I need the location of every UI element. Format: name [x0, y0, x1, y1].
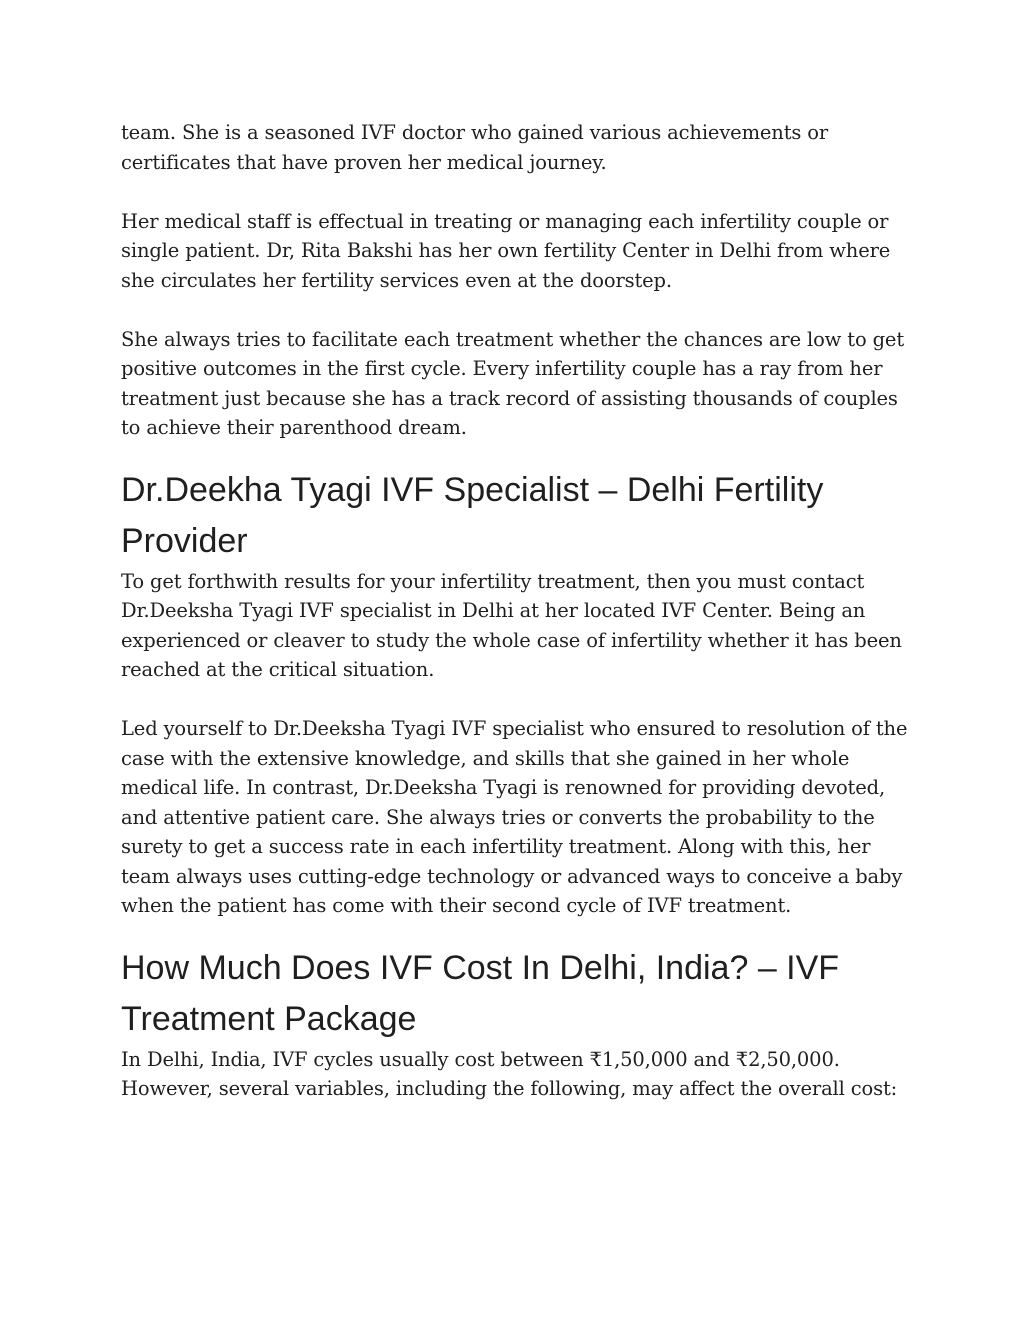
heading-ivf-cost: How Much Does IVF Cost In Delhi, India? – IVF Treatment Package: [121, 948, 840, 1038]
paragraph-medical-staff: Her medical staff is effectual in treating or managing each infertility couple or single patient. Dr, Rita Bakshi has her own fertility Center in Delhi from where she circulates her fertility services even at the doorstep.: [121, 209, 891, 292]
paragraph-led-yourself: Led yourself to Dr.Deeksha Tyagi IVF specialist who ensured to resolution of the case with the extensive knowledge, and skills that she gained in her whole medical life. In contrast, Dr.Deeksha Tyagi is renowned for providing devoted, and attentive patient care. She always tries or converts the probability to the surety to get a success rate in each infertility treatment. Along with this, her team always uses cutting-edge technology or advanced ways to conceive a baby when the patient has come with their second cycle of IVF treatment.: [121, 717, 908, 917]
paragraph-team-achievements: team. She is a seasoned IVF doctor who gained various achievements or certificates that have proven her medical journey.: [121, 121, 829, 174]
document-page: [121, 118, 911, 1133]
paragraph-forthwith-results: To get forthwith results for your infertility treatment, then you must contact Dr.Deeksha Tyagi IVF specialist in Delhi at her located IVF Center. Being an experienced or cleaver to study the whole case of infertility whether it has been reached at the critical situation.: [121, 569, 902, 681]
paragraph-facilitate-treatment: She always tries to facilitate each treatment whether the chances are low to get positive outcomes in the first cycle. Every infertility couple has a ray from her treatment just because she has a track record of assisting thousands of couples to achieve their parenthood dream.: [121, 327, 905, 439]
heading-deekha-tyagi: Dr.Deekha Tyagi IVF Specialist – Delhi Fertility Provider: [121, 470, 824, 560]
paragraph-ivf-cost-range: In Delhi, India, IVF cycles usually cost between ₹1,50,000 and ₹2,50,000. However, several variables, including the following, may affect the overall cost:: [121, 1047, 898, 1100]
